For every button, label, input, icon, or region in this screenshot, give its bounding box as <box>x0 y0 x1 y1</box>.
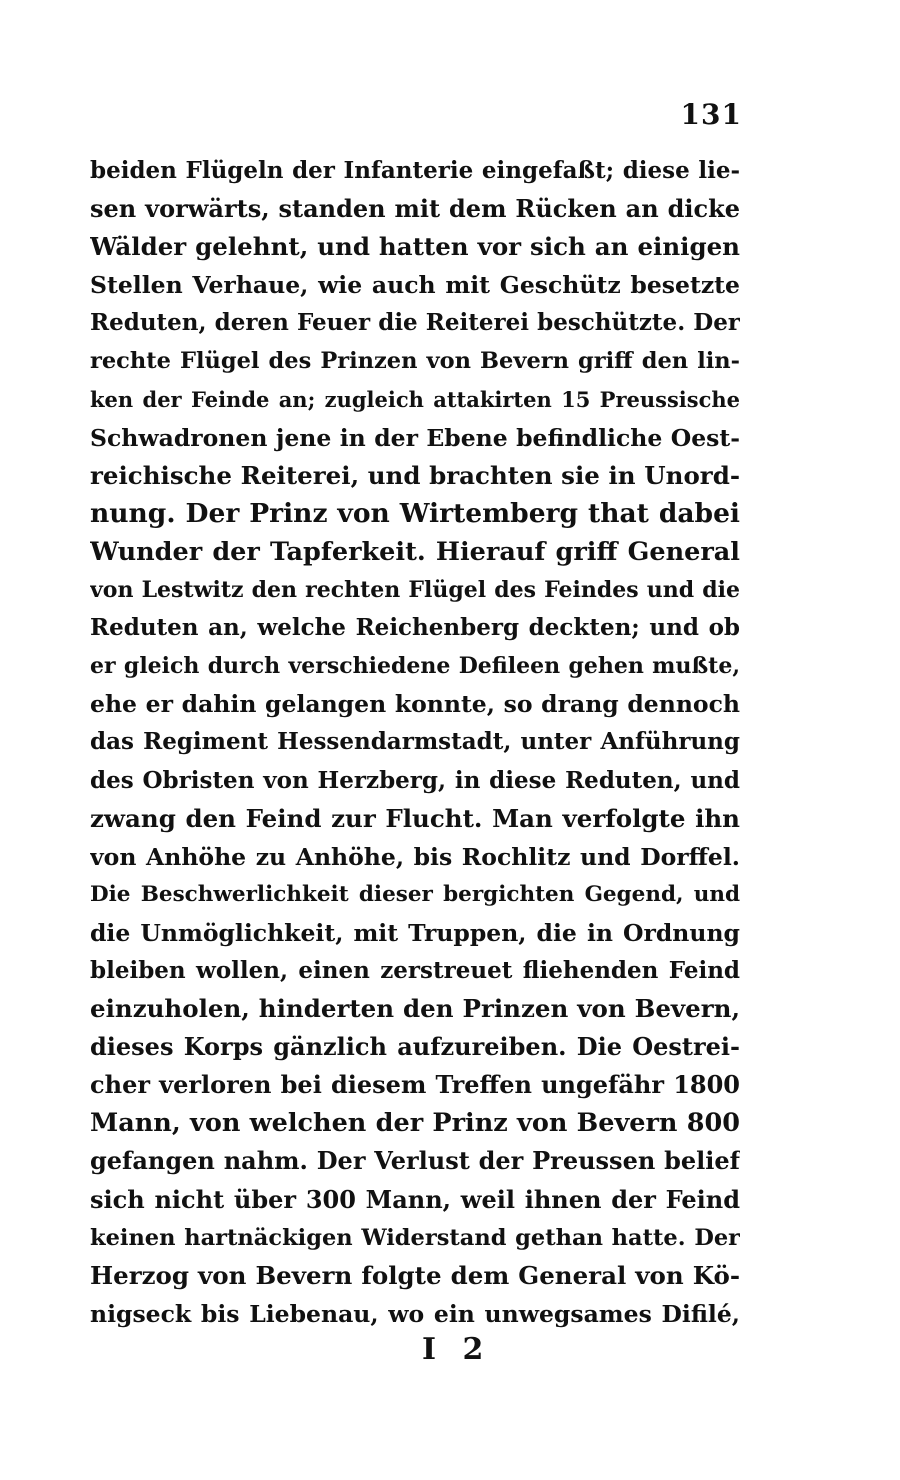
body-text <box>90 152 740 1333</box>
text-line: rechte Flügel des Prinzen von Bevern griff den lin- <box>90 348 740 375</box>
text-line: zwang den Feind zur Flucht. Man verfolgte ihn <box>90 803 740 833</box>
text-line: ehe er dahin gelangen konnte, so drang dennoch <box>90 690 740 719</box>
text-line: sich nicht über 300 Mann, weil ihnen der Feind <box>90 1184 740 1214</box>
text-line: keinen hartnäckigen Widerstand gethan hatte. Der <box>90 1224 740 1251</box>
text-line: die Unmöglichkeit, mit Truppen, die in Ordnung <box>90 918 740 947</box>
text-line: ken der Feinde an; zugleich attakirten 15 Preussische <box>90 386 740 412</box>
text-line: Wälder gelehnt, und hatten vor sich an einigen <box>90 232 740 262</box>
text-line: Wunder der Tapferkeit. Hierauf griff General <box>90 536 740 567</box>
text-line: Reduten an, welche Reichenberg deckten; und ob <box>90 614 740 642</box>
text-line: beiden Flügeln der Infanterie eingefaßt; diese lie- <box>90 157 740 184</box>
text-line: bleiben wollen, einen zerstreuet fliehenden Feind <box>90 956 740 984</box>
text-line: Die Beschwerlichkeit dieser bergichten Gegend, und <box>90 881 740 907</box>
text-line: nigseck bis Liebenau, wo ein unwegsames Difilé, <box>90 1299 740 1328</box>
text-line: von Anhöhe zu Anhöhe, bis Rochlitz und Dorffel. <box>90 842 740 871</box>
text-line: gefangen nahm. Der Verlust der Preussen belief <box>90 1146 740 1176</box>
text-line: des Obristen von Herzberg, in diese Reduten, und <box>90 766 740 794</box>
signature-mark: I 2 <box>422 1332 492 1367</box>
text-line: dieses Korps gänzlich aufzureiben. Die Oestrei- <box>90 1032 740 1062</box>
text-line: das Regiment Hessendarmstadt, unter Anführung <box>90 728 740 756</box>
text-line: nung. Der Prinz von Wirtemberg that dabei <box>90 497 740 529</box>
text-line: Stellen Verhaue, wie auch mit Geschütz besetzte <box>90 271 740 300</box>
text-line: reichische Reiterei, und brachten sie in Unord- <box>90 460 740 490</box>
text-line: cher verloren bei diesem Treffen ungefähr 1800 <box>90 1070 740 1100</box>
text-line: von Lestwitz den rechten Flügel des Feindes und die <box>90 577 740 604</box>
text-line: einzuholen, hinderten den Prinzen von Bevern, <box>90 994 740 1024</box>
text-line: Schwadronen jene in der Ebene befindliche Oest- <box>90 423 740 452</box>
text-line: er gleich durch verschiedene Defileen gehen mußte, <box>90 653 740 680</box>
page-number: 131 <box>680 98 742 131</box>
text-line: sen vorwärts, standen mit dem Rücken an dicke <box>90 194 740 224</box>
text-line: Mann, von welchen der Prinz von Bevern 800 <box>90 1108 740 1139</box>
text-line: Reduten, deren Feuer die Reiterei beschützte. Der <box>90 309 740 337</box>
text-line: Herzog von Bevern folgte dem General von Kö- <box>90 1260 740 1290</box>
